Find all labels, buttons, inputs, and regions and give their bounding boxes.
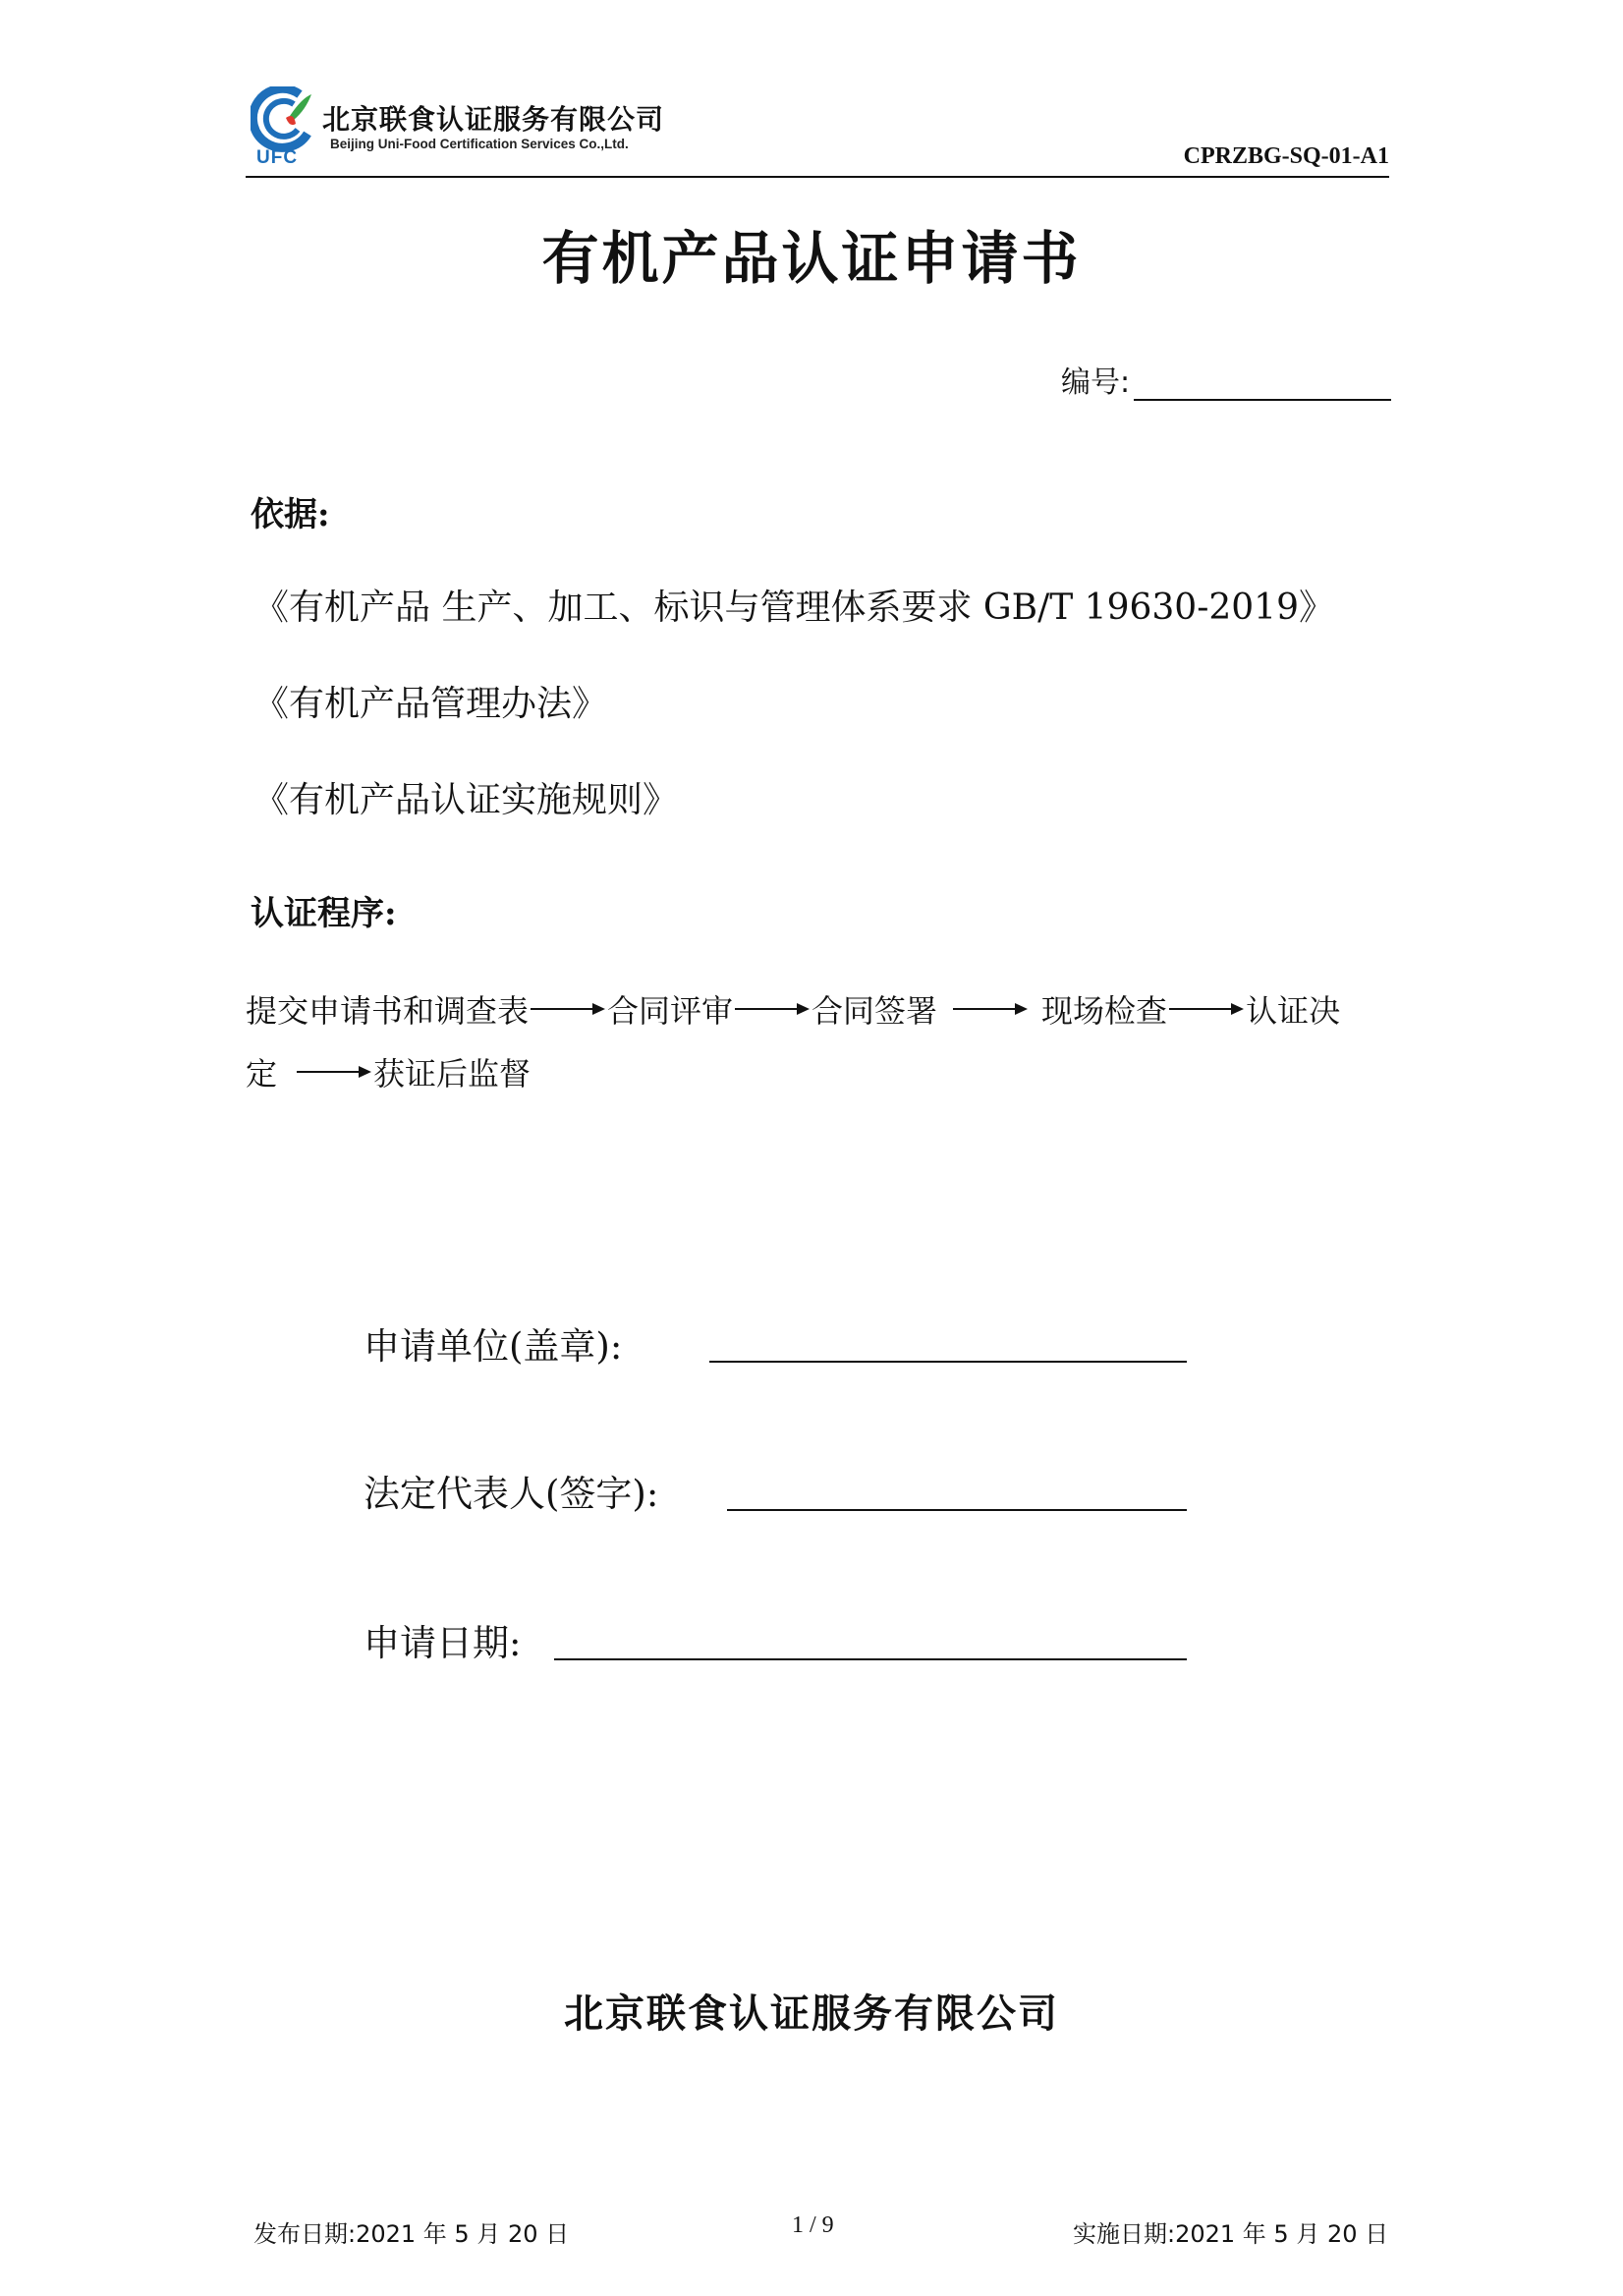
logo-abbreviation: UFC (256, 147, 299, 168)
arrow-right-icon (531, 1003, 605, 1015)
effective-date: 实施日期:2021 年 5 月 20 日 (1073, 2220, 1389, 2248)
company-logo (251, 86, 712, 169)
issue-date: 发布日期:2021 年 5 月 20 日 (253, 2220, 570, 2248)
date-label: 申请日期: (364, 1622, 522, 1664)
arrow-right-icon (953, 1003, 1028, 1015)
header-divider (246, 176, 1389, 178)
page-title: 有机产品认证申请书 (541, 225, 1082, 292)
procedure-heading: 认证程序: (251, 894, 397, 933)
basis-item: 《有机产品 生产、加工、标识与管理体系要求 GB/T 19630-2019》 (253, 588, 1334, 628)
document-code: CPRZBG-SQ-01-A1 (1183, 143, 1389, 169)
procedure-flow-line-2 (246, 1049, 531, 1094)
step-decision-part: 认证决 (1246, 992, 1341, 1030)
page-number: 1 / 9 (792, 2212, 834, 2238)
step-surveillance: 获证后监督 (373, 1055, 532, 1092)
basis-item: 《有机产品认证实施规则》 (253, 780, 679, 820)
number-label: 编号: (1061, 365, 1131, 400)
date-field[interactable] (554, 1658, 1187, 1660)
logo-chinese-name: 北京联食认证服务有限公司 (322, 103, 665, 136)
logo-english-name: Beijing Uni-Food Certification Services Co.,Ltd. (330, 137, 629, 151)
legal-rep-label: 法定代表人(签字): (364, 1473, 659, 1515)
number-blank-field[interactable] (1134, 365, 1391, 401)
step-submit: 提交申请书和调查表 (246, 992, 530, 1030)
arrow-right-icon (735, 1003, 810, 1015)
step-onsite-inspection: 现场检查 (1041, 992, 1168, 1030)
arrow-right-icon (297, 1066, 371, 1078)
step-contract-review: 合同评审 (607, 992, 734, 1030)
applicant-field[interactable] (709, 1361, 1187, 1363)
step-decision-end: 定 (246, 1055, 278, 1092)
applicant-label: 申请单位(盖章): (364, 1325, 623, 1368)
step-contract-sign: 合同签署 (812, 992, 938, 1030)
basis-heading: 依据: (251, 495, 330, 534)
procedure-flow-line-1 (246, 986, 1340, 1032)
application-number (1061, 358, 1391, 401)
basis-item: 《有机产品管理办法》 (253, 684, 608, 724)
company-name: 北京联食认证服务有限公司 (564, 1990, 1059, 2037)
arrow-right-icon (1169, 1003, 1244, 1015)
legal-rep-field[interactable] (727, 1509, 1187, 1511)
